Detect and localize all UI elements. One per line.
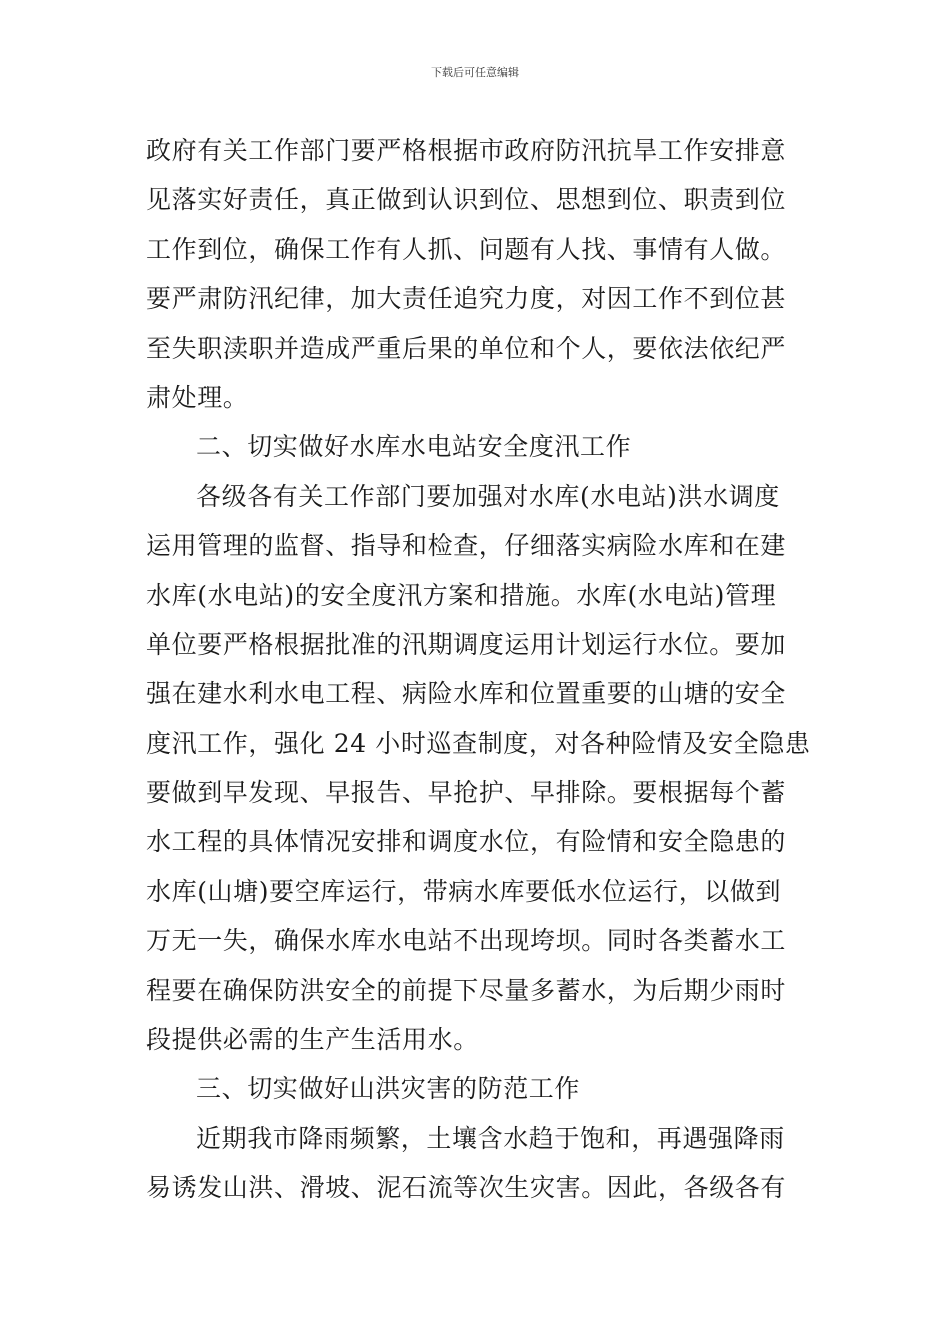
document-body (146, 126, 811, 1213)
text-line: 要做到早发现、早报告、早抢护、早排除。要根据每个蓄 (146, 778, 787, 808)
section-heading: 二、切实做好水库水电站安全度汛工作 (196, 432, 632, 462)
text-line: 要严肃防汛纪律，加大责任追究力度，对因工作不到位甚 (146, 284, 787, 314)
text-line: 水工程的具体情况安排和调度水位，有险情和安全隐患的 (146, 827, 787, 857)
page-header: 下载后可任意编辑 (431, 66, 519, 79)
text-line: 水库(山塘)要空库运行，带病水库要低水位运行，以做到 (146, 876, 782, 906)
text-line: 近期我市降雨频繁，土壤含水趋于饱和，再遇强降雨 (196, 1123, 785, 1153)
text-line: 强在建水利水电工程、病险水库和位置重要的山塘的安全 (146, 679, 787, 709)
text-line: 肃处理。 (146, 382, 249, 412)
text-line: 水库(水电站)的安全度汛方案和措施。水库(水电站)管理 (146, 580, 777, 610)
text-line: 万无一失，确保水库水电站不出现垮坝。同时各类蓄水工 (146, 926, 787, 956)
section-heading: 三、切实做好山洪灾害的防范工作 (196, 1074, 581, 1104)
text-line: 易诱发山洪、滑坡、泥石流等次生灾害。因此，各级各有 (146, 1173, 787, 1203)
text-line: 程要在确保防洪安全的前提下尽量多蓄水，为后期少雨时 (146, 975, 787, 1005)
text-line: 段提供必需的生产生活用水。 (146, 1025, 479, 1055)
text-line: 政府有关工作部门要严格根据市政府防汛抗旱工作安排意 (146, 136, 787, 165)
text-line: 运用管理的监督、指导和检查，仔细落实病险水库和在建 (146, 531, 787, 561)
text-line: 单位要严格根据批准的汛期调度运用计划运行水位。要加 (146, 629, 787, 659)
text-line: 工作到位，确保工作有人抓、问题有人找、事情有人做。 (146, 234, 787, 264)
text-line: 各级各有关工作部门要加强对水库(水电站)洪水调度 (196, 481, 780, 511)
text-line: 至失职渎职并造成严重后果的单位和个人，要依法依纪严 (146, 333, 787, 363)
text-line: 度汛工作，强化 24 小时巡查制度，对各种险情及安全隐患 (146, 728, 811, 758)
text-line: 见落实好责任，真正做到认识到位、思想到位、职责到位 (146, 185, 787, 215)
